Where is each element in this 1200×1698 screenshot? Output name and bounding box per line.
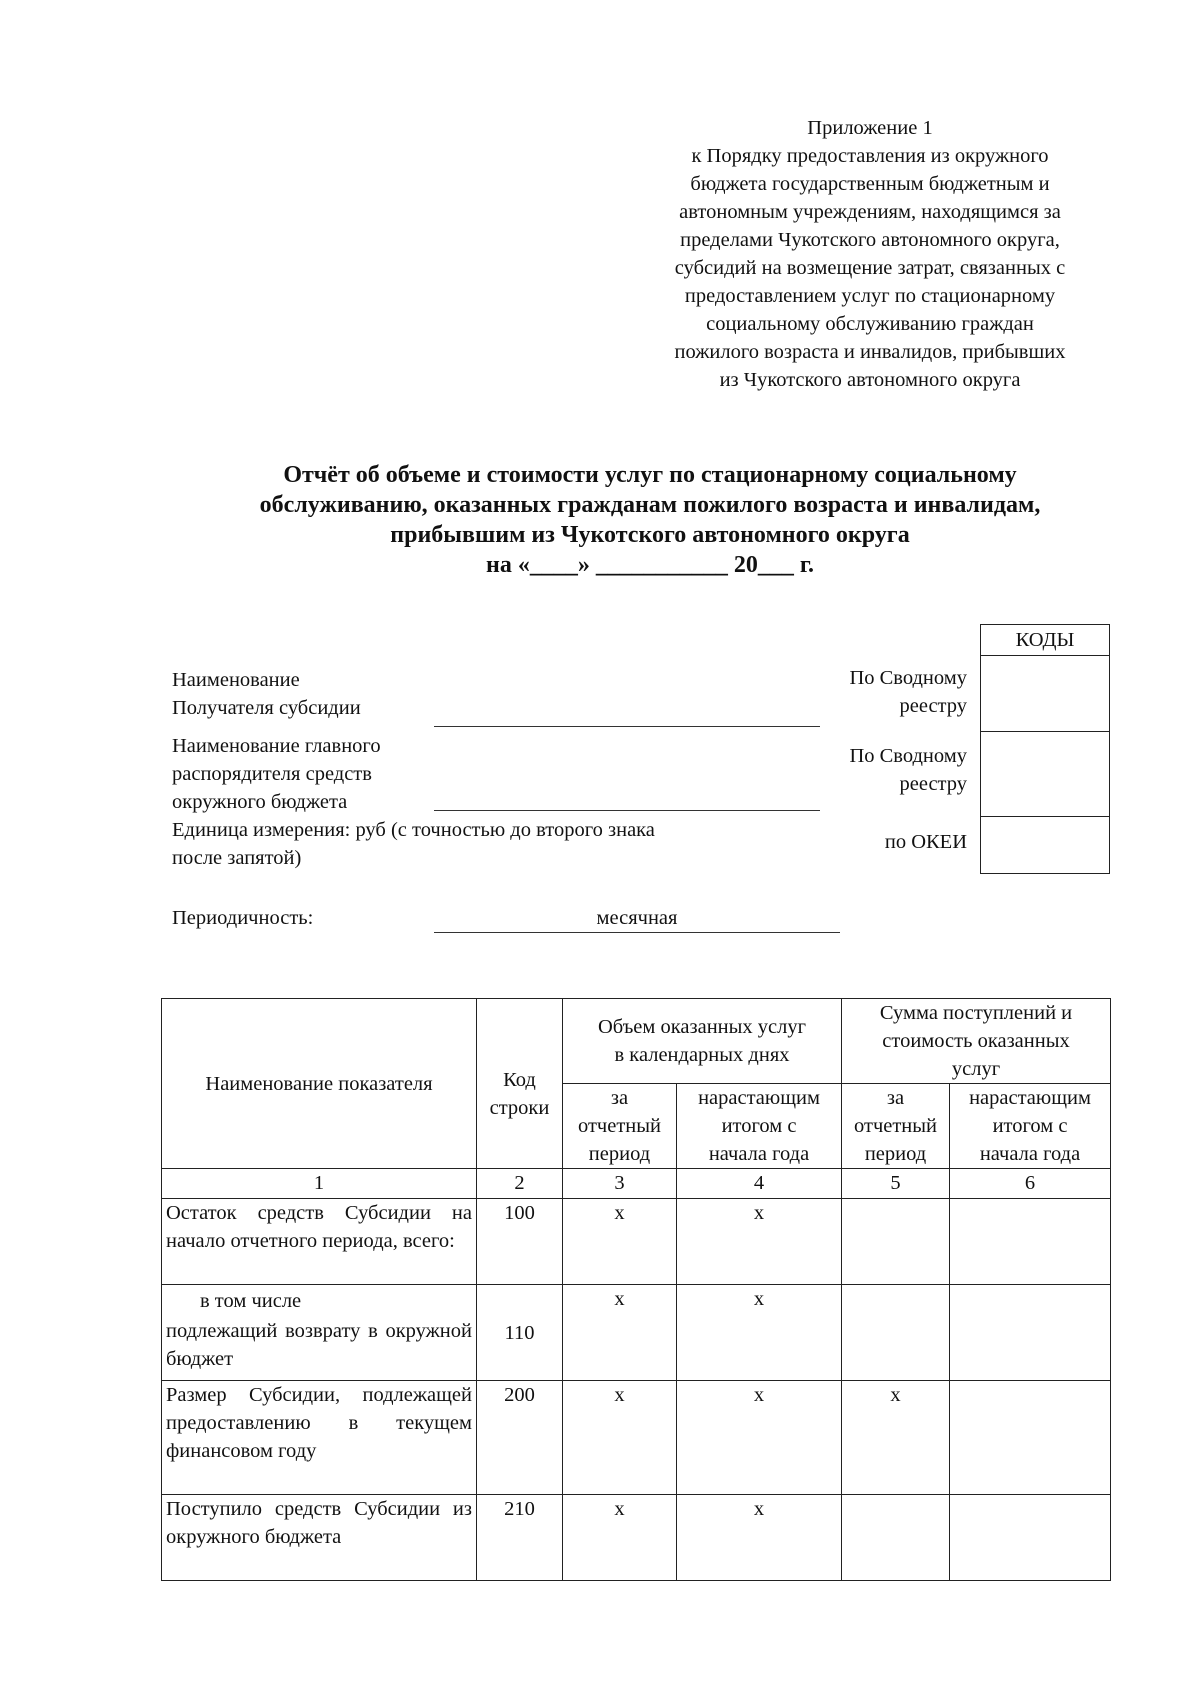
cell: x [677, 1381, 842, 1495]
row-name: Остаток средств Субсидии на начало отчетного периода, всего: [162, 1199, 477, 1285]
code-cell-okei[interactable] [981, 817, 1110, 874]
cell: x [677, 1285, 842, 1381]
periodicity-value: месячная [596, 907, 678, 929]
table-row [162, 1285, 1111, 1381]
report-table [161, 998, 1111, 1581]
codes-header: КОДЫ [981, 625, 1110, 656]
row-code: 200 [477, 1381, 563, 1495]
cell[interactable] [950, 1495, 1111, 1581]
sub-header-cumulative: нарастающим итогом с начала года [950, 1084, 1111, 1169]
appendix-block [640, 114, 1100, 394]
okei-label: по ОКЕИ [884, 831, 967, 853]
recipient-input-line[interactable] [434, 726, 820, 727]
cell: x [677, 1495, 842, 1581]
appendix-line: Приложение 1 [807, 117, 933, 139]
registry-label-2: По Сводному реестру [849, 745, 967, 795]
column-number: 3 [563, 1169, 677, 1199]
code-cell-registry-2[interactable] [981, 732, 1110, 817]
sub-header-period: за отчетный период [563, 1084, 677, 1169]
appendix-line: бюджета государственным бюджетным и [690, 173, 1050, 195]
row-code: 210 [477, 1495, 563, 1581]
cell[interactable] [842, 1285, 950, 1381]
report-date-line: на «____» ___________ 20___ г. [485, 552, 815, 578]
appendix-line: автономным учреждениям, находящимся за [679, 201, 1061, 223]
column-number: 2 [477, 1169, 563, 1199]
manager-label: Наименование главного распорядителя средств окружного бюджета [172, 735, 381, 813]
cell[interactable] [950, 1199, 1111, 1285]
appendix-line: социальному обслуживанию граждан [706, 313, 1034, 335]
title-line: прибывшим из Чукотского автономного округа [390, 522, 910, 548]
column-number: 5 [842, 1169, 950, 1199]
report-title [100, 460, 1200, 580]
cell: x [563, 1381, 677, 1495]
manager-input-line[interactable] [434, 810, 820, 811]
row-name: в том числе подлежащий возврату в окружной бюджет [162, 1285, 477, 1381]
unit-label: Единица измерения: руб (с точностью до второго знака после запятой) [172, 819, 655, 869]
periodicity-underline [434, 932, 840, 933]
appendix-line: из Чукотского автономного округа [719, 369, 1021, 391]
col-header-name: Наименование показателя [162, 999, 477, 1169]
column-number: 6 [950, 1169, 1111, 1199]
sub-header-cumulative: нарастающим итогом с начала года [677, 1084, 842, 1169]
periodicity-label: Периодичность: [172, 907, 314, 929]
sub-header-period: за отчетный период [842, 1084, 950, 1169]
title-line: обслуживанию, оказанных гражданам пожилого возраста и инвалидам, [259, 492, 1041, 518]
table-row [162, 1495, 1111, 1581]
table-row [162, 1199, 1111, 1285]
col-header-code: Код строки [477, 999, 563, 1169]
group-header-sum: Сумма поступлений и стоимость оказанных услуг [842, 999, 1111, 1084]
cell[interactable] [842, 1495, 950, 1581]
row-code: 110 [477, 1285, 563, 1381]
appendix-line: к Порядку предоставления из окружного [691, 145, 1049, 167]
title-line: Отчёт об объеме и стоимости услуг по стационарному социальному [283, 462, 1017, 488]
code-cell-registry-1[interactable] [981, 656, 1110, 732]
column-number-row [162, 1169, 1111, 1199]
cell: x [677, 1199, 842, 1285]
row-name: Поступило средств Субсидии из окружного бюджета [162, 1495, 477, 1581]
cell[interactable] [950, 1285, 1111, 1381]
recipient-label: Наименование Получателя субсидии [172, 669, 361, 719]
row-code: 100 [477, 1199, 563, 1285]
row-name: Размер Субсидии, подлежащей предоставлению в текущем финансовом году [162, 1381, 477, 1495]
appendix-line: пожилого возраста и инвалидов, прибывших [674, 341, 1066, 363]
cell: x [563, 1199, 677, 1285]
column-number: 1 [162, 1169, 477, 1199]
cell[interactable] [842, 1199, 950, 1285]
table-row [162, 1381, 1111, 1495]
column-number: 4 [677, 1169, 842, 1199]
registry-label-1: По Сводному реестру [849, 667, 967, 717]
codes-table [980, 624, 1110, 874]
cell: x [563, 1285, 677, 1381]
appendix-line: предоставлением услуг по стационарному [684, 285, 1056, 307]
group-header-volume: Объем оказанных услуг в календарных днях [563, 999, 842, 1084]
appendix-line: субсидий на возмещение затрат, связанных с [674, 257, 1066, 279]
cell[interactable] [950, 1381, 1111, 1495]
cell: x [563, 1495, 677, 1581]
cell: x [842, 1381, 950, 1495]
appendix-line: пределами Чукотского автономного округа, [680, 229, 1060, 251]
